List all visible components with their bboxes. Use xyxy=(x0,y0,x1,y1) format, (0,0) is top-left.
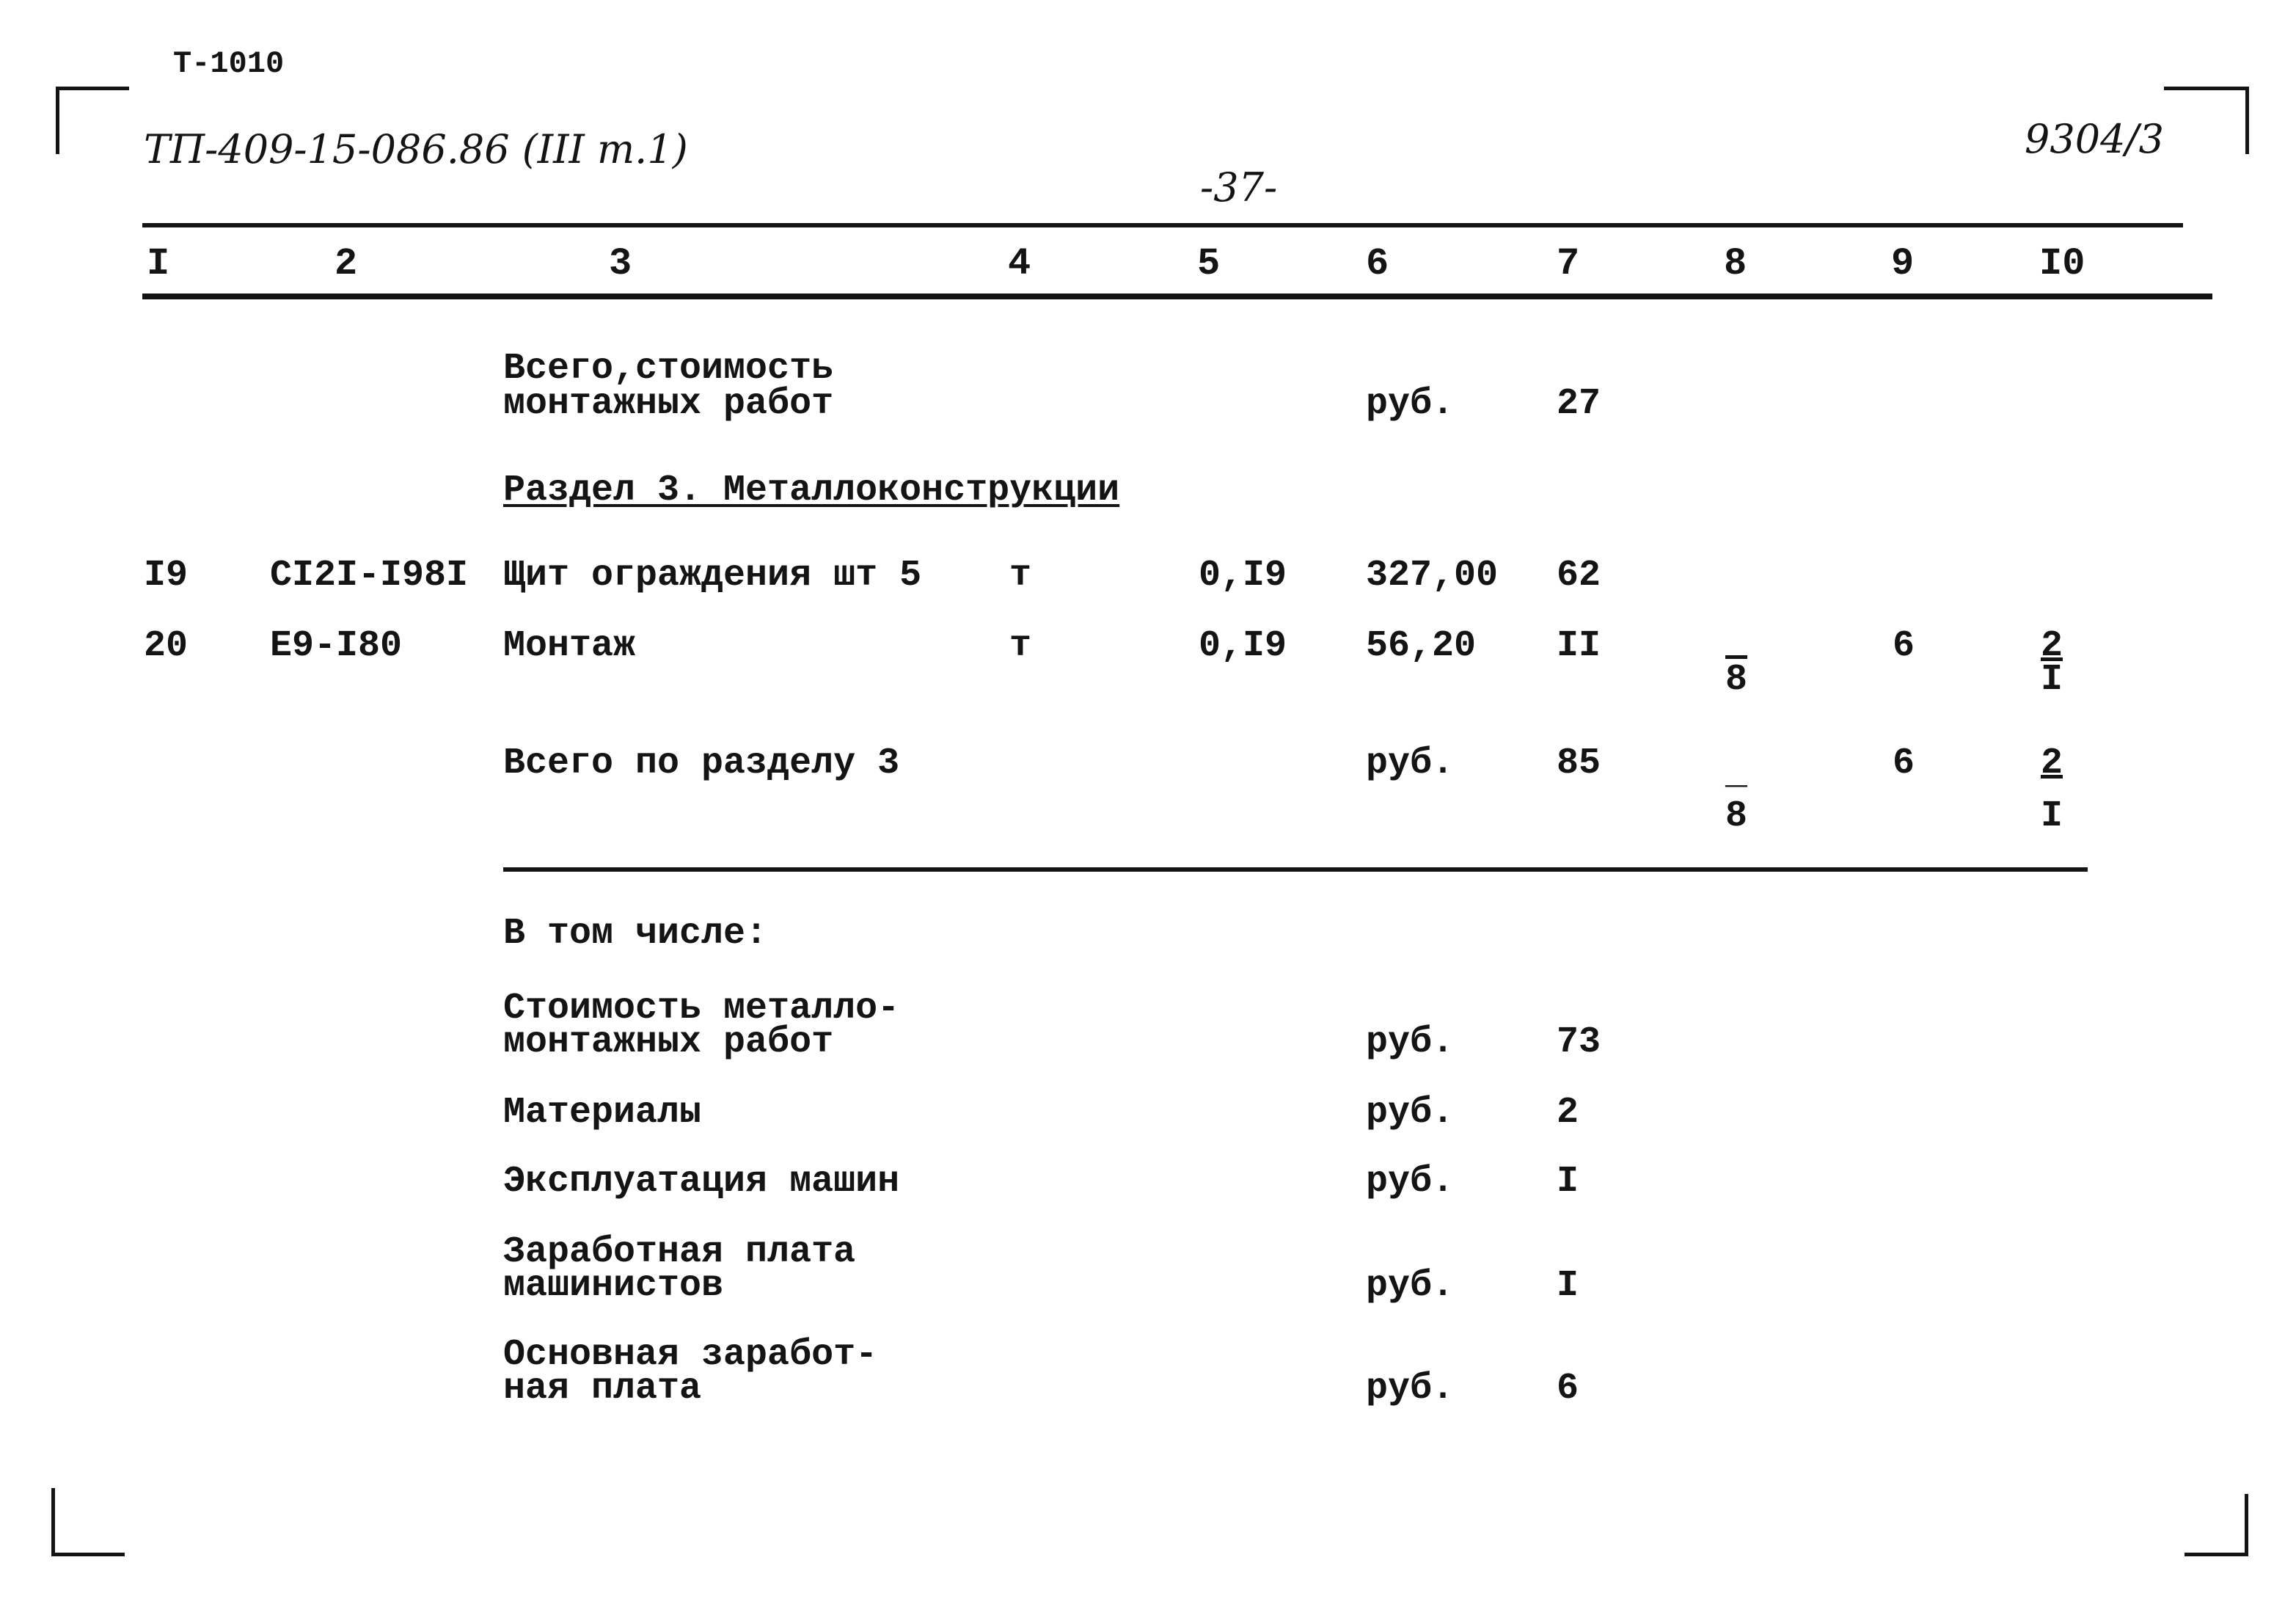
row20-col9: 6 xyxy=(1893,625,1915,667)
row20-price: 56,20 xyxy=(1366,625,1477,667)
breakdown-item-machines-label: Эксплуатация машин xyxy=(503,1161,900,1203)
breakdown-item-operator-wages-line1: Заработная плата xyxy=(503,1231,856,1273)
row20-code: E9-I80 xyxy=(270,625,403,667)
column-header-10: I0 xyxy=(2039,242,2085,285)
row19-quantity: 0,I9 xyxy=(1199,555,1287,597)
doc-code: Т-1010 xyxy=(173,46,285,81)
header-rule-top xyxy=(142,223,2183,227)
row20-quantity: 0,I9 xyxy=(1199,625,1287,667)
section-total-col10-top: 2 xyxy=(2041,743,2063,784)
breakdown-item-base-wages-line2: ная плата xyxy=(503,1368,702,1410)
row20-col8: 8 xyxy=(1725,659,1748,701)
row20-total: II xyxy=(1557,625,1601,667)
breakdown-item-materials-label: Материалы xyxy=(503,1092,702,1134)
subtotal-mounting-value: 27 xyxy=(1557,383,1601,425)
row19-price: 327,00 xyxy=(1366,555,1499,597)
column-header-7: 7 xyxy=(1557,242,1580,285)
breakdown-item-operator-wages-value: I xyxy=(1557,1265,1579,1307)
column-header-2: 2 xyxy=(334,242,358,285)
breakdown-item-metal-mounting-line2: монтажных работ xyxy=(503,1021,834,1063)
row20-col10-top: 2 xyxy=(2041,625,2063,667)
section-total-col9: 6 xyxy=(1893,743,1915,784)
row20-unit: т xyxy=(1009,625,1032,667)
column-header-9: 9 xyxy=(1891,242,1915,285)
column-header-6: 6 xyxy=(1366,242,1389,285)
breakdown-item-metal-mounting-unit: руб. xyxy=(1366,1021,1455,1063)
subtotal-mounting-label-1: Всего,стоимость xyxy=(503,348,834,390)
breakdown-item-machines-unit: руб. xyxy=(1366,1161,1455,1203)
breakdown-item-operator-wages-line2: машинистов xyxy=(503,1265,724,1307)
row20-col10-bottom: I xyxy=(2041,659,2063,701)
breakdown-item-base-wages-unit: руб. xyxy=(1366,1368,1455,1410)
section-total-label: Всего по разделу 3 xyxy=(503,743,900,784)
row19-total: 62 xyxy=(1557,555,1601,597)
project-code: ТП-409-15-086.86 (III т.1) xyxy=(144,126,688,172)
sheet-reference: 9304/3 xyxy=(2025,116,2164,162)
breakdown-item-metal-mounting-line1: Стоимость металло- xyxy=(503,988,900,1029)
breakdown-title: В том числе: xyxy=(503,913,768,955)
breakdown-item-operator-wages-unit: руб. xyxy=(1366,1265,1455,1307)
section-total-col10-bottom: I xyxy=(2041,795,2063,837)
subtotal-mounting-label-2: монтажных работ xyxy=(503,383,834,425)
section-divider xyxy=(503,867,2088,872)
row19-unit: т xyxy=(1009,555,1032,597)
breakdown-item-materials-unit: руб. xyxy=(1366,1092,1455,1134)
breakdown-item-materials-value: 2 xyxy=(1557,1092,1579,1134)
column-header-1: I xyxy=(147,242,170,285)
column-header-5: 5 xyxy=(1197,242,1221,285)
column-header-4: 4 xyxy=(1008,242,1031,285)
row19-code: CI2I-I98I xyxy=(270,555,469,597)
row20-name: Монтаж xyxy=(503,625,636,667)
row20-number: 20 xyxy=(144,625,189,667)
page-number: -37- xyxy=(1200,164,1278,211)
section-total-col8-top: _ xyxy=(1725,753,1748,795)
header-rule-bottom xyxy=(142,294,2212,299)
section-total-value: 85 xyxy=(1557,743,1601,784)
column-header-8: 8 xyxy=(1724,242,1747,285)
section-title: Раздел 3. Металлоконструкции xyxy=(503,470,1120,511)
breakdown-item-machines-value: I xyxy=(1557,1161,1579,1203)
row19-number: I9 xyxy=(144,555,189,597)
column-header-3: 3 xyxy=(609,242,632,285)
breakdown-item-base-wages-value: 6 xyxy=(1557,1368,1579,1410)
breakdown-item-metal-mounting-value: 73 xyxy=(1557,1021,1601,1063)
section-total-unit: руб. xyxy=(1366,743,1455,784)
subtotal-mounting-unit: руб. xyxy=(1366,383,1455,425)
section-total-col8-bottom: 8 xyxy=(1725,795,1748,837)
breakdown-item-base-wages-line1: Основная заработ- xyxy=(503,1334,878,1376)
row19-name: Щит ограждения шт 5 xyxy=(503,555,922,597)
